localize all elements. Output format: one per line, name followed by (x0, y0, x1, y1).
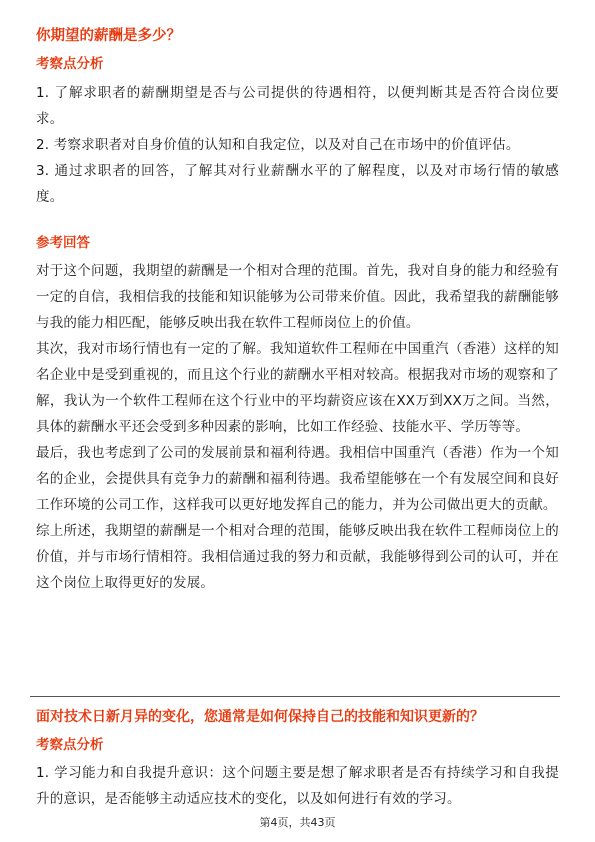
answer-paragraph: 其次，我对市场行情也有一定的了解。我知道软件工程师在中国重汽（香港）这样的知名企业中是受到重视的，而且这个行业的薪酬水平相对较高。根据我对市场的观察和了解，我认为一个软件工程师在这个行业中的平均薪资应该在XX万到XX万之间。当然，具体的薪酬水平还会受到多种因素的影响，比如工作经验、技能水平、学历等等。 (36, 341, 559, 435)
analysis-list (36, 760, 559, 812)
analysis-item: 1. 学习能力和自我提升意识：这个问题主要是想了解求职者是否有持续学习和自我提升的意识，是否能够主动适应技术的变化，以及如何进行有效的学习。 (36, 765, 559, 807)
section-divider (30, 696, 560, 697)
analysis-heading: 考察点分析 (36, 737, 104, 753)
answer-paragraph: 最后，我也考虑到了公司的发展前景和福利待遇。我相信中国重汽（香港）作为一个知名的企业，会提供具有竞争力的薪酬和福利待遇。我希望能够在一个有发展空间和良好工作环境的公司工作，这样我可以更好地发挥自己的能力，并为公司做出更大的贡献。 (36, 445, 559, 513)
answer-body (36, 258, 559, 596)
analysis-item: 2. 考察求职者对自身价值的认知和自我定位，以及对自己在市场中的价值评估。 (36, 137, 520, 153)
analysis-item: 1. 了解求职者的薪酬期望是否与公司提供的待遇相符，以便判断其是否符合岗位要求。 (36, 85, 559, 127)
question-title: 你期望的薪酬是多少？ (36, 28, 181, 44)
question-title: 面对技术日新月异的变化，您通常是如何保持自己的技能和知识更新的？ (36, 709, 484, 725)
analysis-list (36, 80, 559, 210)
analysis-heading: 考察点分析 (36, 56, 104, 72)
answer-paragraph: 综上所述，我期望的薪酬是一个相对合理的范围，能够反映出我在软件工程师岗位上的价值，并与市场行情相符。我相信通过我的努力和贡献，我能够得到公司的认可，并在这个岗位上取得更好的发展。 (36, 523, 559, 591)
answer-heading: 参考回答 (36, 235, 90, 251)
analysis-item: 3. 通过求职者的回答，了解其对行业薪酬水平的了解程度，以及对市场行情的敏感度。 (36, 163, 559, 205)
page-number: 第4页，共43页 (259, 816, 336, 829)
answer-paragraph: 对于这个问题，我期望的薪酬是一个相对合理的范围。首先，我对自身的能力和经验有一定的自信，我相信我的技能和知识能够为公司带来价值。因此，我希望我的薪酬能够与我的能力相匹配，能够反映出我在软件工程师岗位上的价值。 (36, 263, 559, 331)
